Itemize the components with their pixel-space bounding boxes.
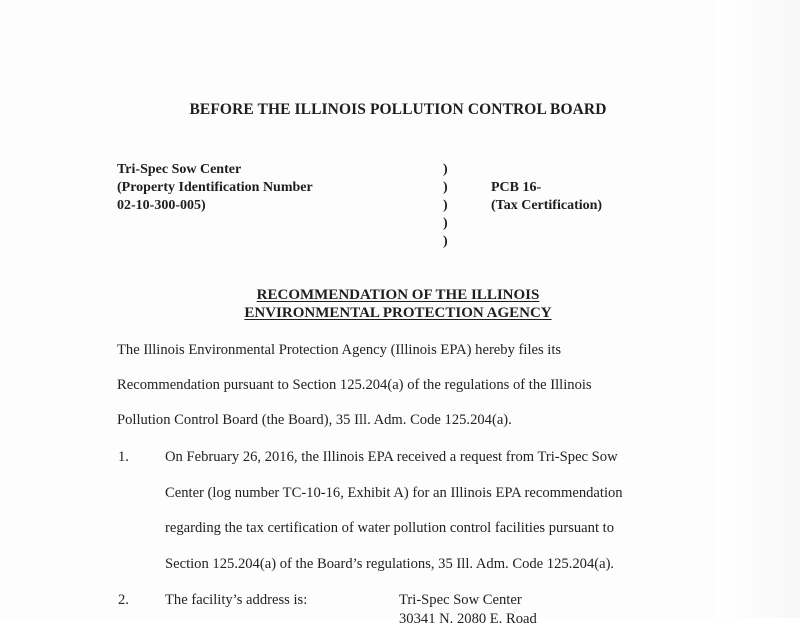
paragraph-1-line: regarding the tax certification of water pollution control facilities pursuant to	[165, 520, 615, 536]
board-title: BEFORE THE ILLINOIS POLLUTION CONTROL BOARD	[189, 101, 607, 118]
facility-address-street: 30341 N. 2080 E. Road	[399, 611, 537, 627]
recommendation-heading-line-2: ENVIRONMENTAL PROTECTION AGENCY	[244, 305, 552, 321]
paragraph-1-line: Center (log number TC-10-16, Exhibit A) for an Illinois EPA recommendation	[165, 485, 623, 501]
paragraph-2-label: The facility’s address is:	[165, 592, 308, 608]
caption-paren: )	[443, 198, 448, 213]
caption-paren: )	[443, 234, 448, 249]
paragraph-2-number: 2.	[118, 592, 129, 608]
caption-property-id-label: (Property Identification Number	[117, 180, 313, 195]
recommendation-heading-line-1: RECOMMENDATION OF THE ILLINOIS	[256, 287, 540, 303]
paragraph-1-line: Section 125.204(a) of the Board’s regulations, 35 Ill. Adm. Code 125.204(a).	[165, 556, 615, 572]
caption-party-name: Tri-Spec Sow Center	[117, 162, 242, 177]
caption-paren: )	[443, 216, 448, 231]
facility-address-name: Tri-Spec Sow Center	[399, 592, 522, 608]
intro-line: Recommendation pursuant to Section 125.204(a) of the regulations of the Illinois	[117, 377, 592, 393]
intro-line: Pollution Control Board (the Board), 35 Ill. Adm. Code 125.204(a).	[117, 412, 512, 428]
caption-case-number: PCB 16-	[491, 180, 542, 195]
intro-line: The Illinois Environmental Protection Agency (Illinois EPA) hereby files its	[117, 342, 562, 358]
caption-property-id-number: 02-10-300-005)	[117, 198, 206, 213]
caption-paren: )	[443, 180, 448, 195]
caption-paren: )	[443, 162, 448, 177]
caption-case-type: (Tax Certification)	[491, 198, 603, 213]
paragraph-1-number: 1.	[118, 449, 129, 465]
paragraph-1-line: On February 26, 2016, the Illinois EPA received a request from Tri-Spec Sow	[165, 449, 618, 465]
